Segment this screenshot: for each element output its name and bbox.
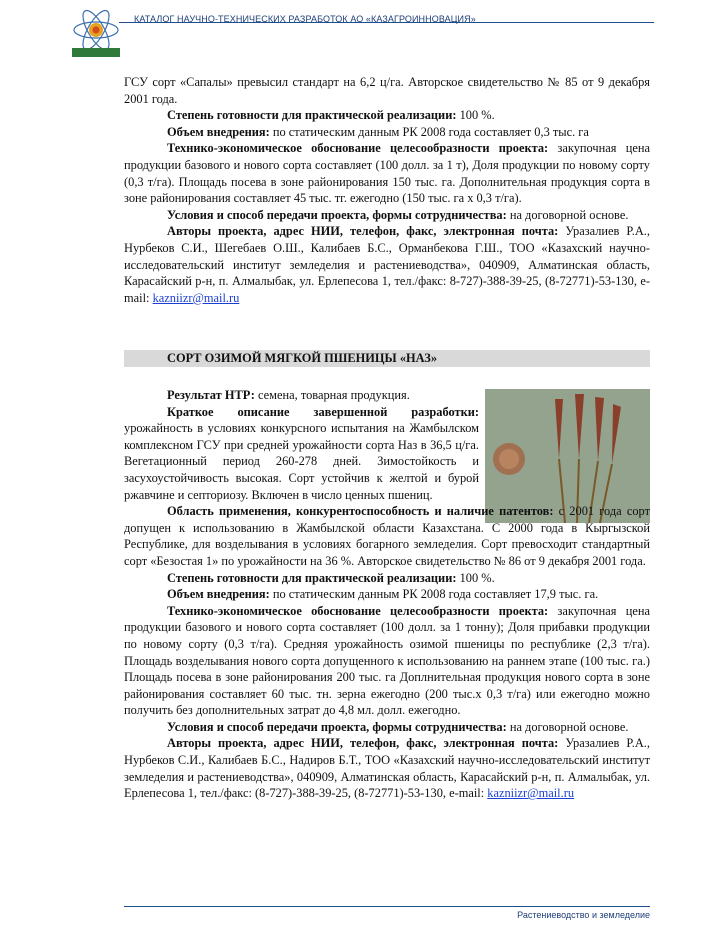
section-volume: Объем внедрения: по статическим данным РК 2008 года составляет 17,9 тыс. га. xyxy=(167,587,599,602)
intro-email-link[interactable]: kazniizr@mail.ru xyxy=(152,290,240,305)
application-paragraph: Область применения, конкурентоспособность и наличие патентов: с 2001 года сорт допущен к использованию в Жамбылской области Казахстана. С 2000 года в Кыргызской Республике, для возделывания в условиях богарного земледелия. Сорт превосходит стандартный сорт «Безостая 1» по урожайности на 36 %. Авторское свидетельство № 86 от 9 декабря 2001 года. xyxy=(124,504,650,568)
section-heading-bar xyxy=(124,350,650,367)
intro-readiness: Степень готовности для практической реализации: 100 %. xyxy=(167,108,495,123)
intro-authors: Авторы проекта, адрес НИИ, телефон, факс, электронная почта: Уразалиев Р.А., Нурбеков С.И., Шегебаев О.Ш., Калибаев Б.С., Орманбекова Г.Ш., ТОО «Казахский научно-исследовательский институт земледелия и растениеводства», 040909, Алматинская область, Карасайский р-н, п. Алмалыбак, ул. Ерлепесова 1, тел./факс: 8-727)-388-39-25, (8-72771)-53-130, e-mail: kazniizr@mail.ru xyxy=(124,224,650,305)
footer-rule xyxy=(124,906,650,907)
section-email-link[interactable]: kazniizr@mail.ru xyxy=(487,786,575,801)
section-conditions: Условия и способ передачи проекта, формы сотрудничества: на договорной основе. xyxy=(167,719,629,734)
intro-econ: Технико-экономическое обоснование целесообразности проекта: закупочная цена продукции базового и нового сорта составляет (100 долл. за 1 т), Доля продукции по новому сорту (0,3 т/га). Площадь посева в зоне районирования 150 тыс. га. Дополнительная продукция сорта в зоне районирования составляет 45 тыс. тг. ежегодно (150 тыс. га х 0,3 т/га). xyxy=(124,141,650,206)
section-block xyxy=(124,387,650,802)
header-title: КАТАЛОГ НАУЧНО-ТЕХНИЧЕСКИХ РАЗРАБОТОК АО «КАЗАГРОИННОВАЦИЯ» xyxy=(134,14,476,24)
footer-label: Растениеводство и земледелие xyxy=(517,910,650,920)
section-econ: Технико-экономическое обоснование целесообразности проекта: закупочная цена продукции базового и нового сорта составляет (100 долл. за 1 тонну); Доля прибавки продукции по новому сорту (0,3 т/га). Средняя урожайность озимой пшеницы по республике (2,3 т/га). Площадь возделывания нового сорта допущенного к использованию на раннем этапе (100 тыс. га.) Площадь посева в зоне районирования 200 тыс. га Доплнительная продукция нового сорта в зоне районирования составляет 60 тыс. тн. зерна ежегодно (200 тыс.х 0,3 т/га) или ежегодно можно получить без дополнительных затрат до 4,8 мл. долл. ежегодно. xyxy=(124,603,650,718)
description-paragraph: Краткое описание завершенной разработки: урожайность в условиях конкурсного испытания на Жамбылском комплексном ГСУ при средней урожайности сорта Наз в 36,5 ц/га. Вегетационный период 260-278 дней. Зимостойкость и засухоустойчивость высокая. Сорт устойчив к желтой и бурой ржавчине и септориозу. Включен в число ценных пшениц. xyxy=(124,404,479,502)
company-logo xyxy=(66,8,126,62)
result-line: Результат НТР: семена, товарная продукция. xyxy=(167,388,410,402)
intro-conditions: Условия и способ передачи проекта, формы сотрудничества: на договорной основе. xyxy=(167,207,629,222)
intro-volume: Объем внедрения: по статическим данным РК 2008 года составляет 0,3 тыс. га xyxy=(167,124,589,139)
section-authors: Авторы проекта, адрес НИИ, телефон, факс, электронная почта: Уразалиев Р.А., Нурбеков С.И., Калибаев Б.С., Надиров Б.Т., ТОО «Казахский научно-исследовательский институт земледелия и растениеводства», 040909, Алматинская область, Карасайский р-н, п. Алмалыбак, ул. Ерлепесова 1, тел./факс: (8-727)-388-39-25, (8-72771)-53-130, e-mail: kazniizr@mail.ru xyxy=(124,736,650,801)
intro-block xyxy=(124,74,650,306)
section-readiness: Степень готовности для практической реализации: 100 %. xyxy=(167,570,495,585)
section-title: СОРТ ОЗИМОЙ МЯГКОЙ ПШЕНИЦЫ «НАЗ» xyxy=(167,351,438,365)
intro-paragraph: ГСУ сорт «Сапалы» превысил стандарт на 6,2 ц/га. Авторское свидетельство № 85 от 9 декабря 2001 года. xyxy=(124,75,650,106)
